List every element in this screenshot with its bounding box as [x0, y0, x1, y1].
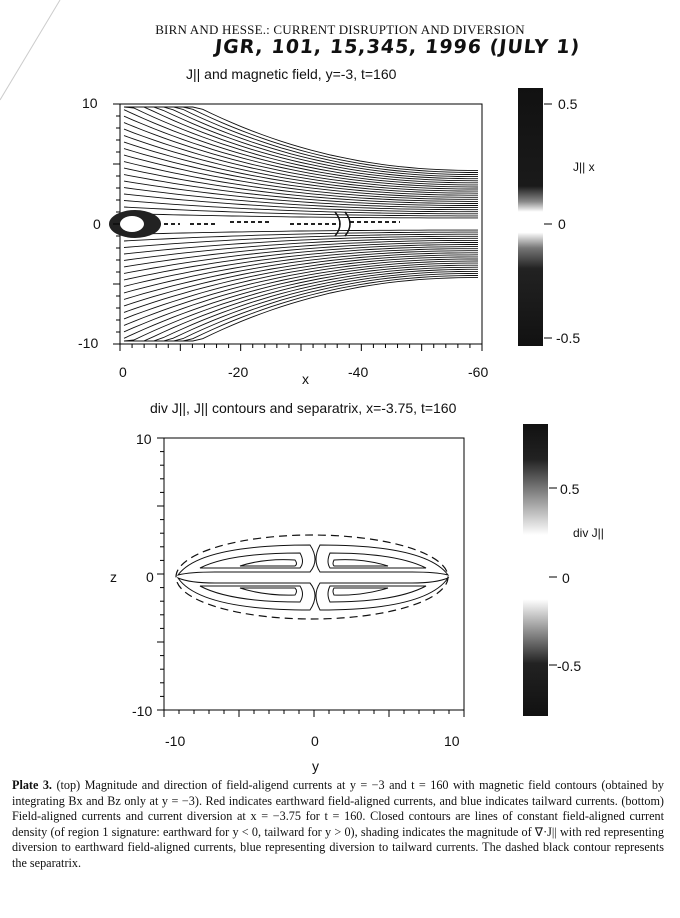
top-xlabel: x: [302, 371, 309, 387]
bottom-plot: [157, 438, 464, 717]
top-ytick-10: 10: [82, 95, 98, 111]
handwritten-citation: JGR, 101, 15,345, 1996 (JULY 1): [213, 36, 582, 58]
bottom-cbar-tick-zero: 0: [562, 570, 570, 586]
bottom-ytick-10: 10: [136, 431, 152, 447]
top-xtick-neg20: -20: [228, 364, 249, 380]
bottom-cbar-label: div J||: [573, 526, 604, 540]
bottom-cbar-tick-high: 0.5: [560, 481, 580, 497]
scan-artifact-line: [0, 0, 60, 100]
bottom-xtick-0: 0: [311, 733, 319, 749]
top-xtick-neg60: -60: [468, 364, 489, 380]
top-colorbar: [518, 88, 543, 346]
caption-text: (top) Magnitude and direction of field-aligend currents at y = −3 and t = 160 with magnetic field contours (obtained by integrating Bx and Bz only at y = −3). Red indicates earthward field-aligned currents, and blue indicates tailward currents. (bottom) Field-aligned currents and current diversion at x = −3.75 for t = 160. Closed contours are lines of constant field-aligned current density (of region 1 signature: earthward for y < 0, tailward for y > 0), shading indicates the magnitude of ∇·J|| with red representing diversion to earthward field-aligned currents, blue representing diversion to tailward currents. The dashed black contour represents the separatrix.: [12, 778, 665, 870]
top-plot-title: J|| and magnetic field, y=-3, t=160: [186, 66, 397, 82]
bottom-cbar-tick-low: -0.5: [557, 658, 582, 674]
figure-caption: [12, 778, 664, 871]
top-ytick-0: 0: [93, 216, 101, 232]
bottom-colorbar: [523, 424, 548, 716]
bottom-xtick-neg10: -10: [165, 733, 186, 749]
top-xtick-neg40: -40: [348, 364, 369, 380]
bottom-colorbar-ticks: [549, 488, 557, 665]
top-colorbar-ticks: [544, 104, 552, 338]
bottom-ytick-neg10: -10: [132, 703, 153, 719]
bottom-xtick-10: 10: [444, 733, 460, 749]
top-cbar-tick-high: 0.5: [558, 96, 578, 112]
bottom-ytick-0: 0: [146, 569, 154, 585]
top-xtick-0: 0: [119, 364, 127, 380]
top-ytick-neg10: -10: [78, 335, 99, 351]
top-plot: [109, 104, 482, 351]
bottom-plot-frame: [164, 438, 464, 710]
bottom-plot-title: div J||, J|| contours and separatrix, x=-3.75, t=160: [150, 400, 457, 416]
caption-label: Plate 3.: [12, 778, 52, 792]
bottom-xlabel: y: [312, 758, 319, 774]
top-cbar-tick-zero: 0: [558, 216, 566, 232]
top-cbar-tick-low: -0.5: [556, 330, 581, 346]
top-cbar-label: J|| x: [573, 160, 595, 174]
bottom-ylabel: z: [110, 569, 117, 585]
running-head: BIRN AND HESSE.: CURRENT DISRUPTION AND DIVERSION: [155, 22, 525, 37]
